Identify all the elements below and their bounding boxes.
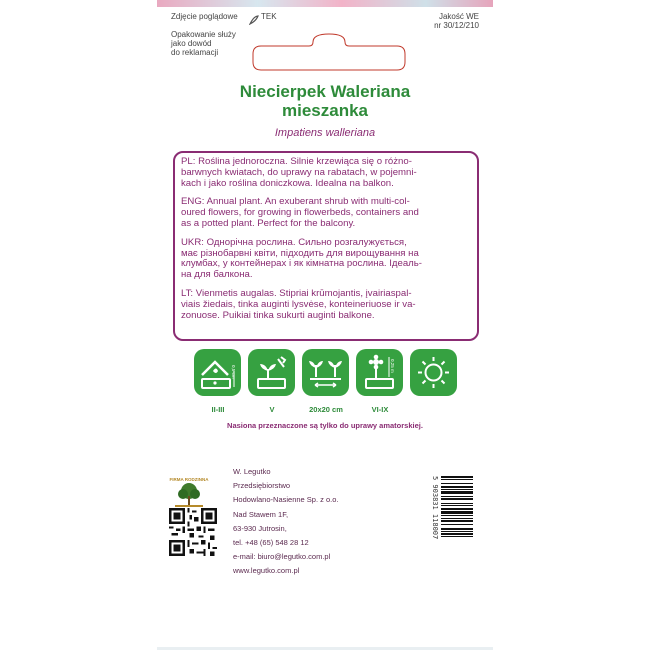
- amateur-use-note: Nasiona przeznaczone są tylko do uprawy amatorskiej.: [227, 421, 423, 430]
- text-line: barwnych kwiatach, do uprawy na rabatach, w pojemni-: [181, 166, 417, 178]
- text-line: UKR: Однорічна рослина. Сильно розгалужується,: [181, 236, 407, 248]
- text-line: LT: Vienmetis augalas. Stipriai krūmojantis, įvairiaspal-: [181, 287, 412, 299]
- spacing-icon: [302, 349, 349, 396]
- contact-email: e-mail: biuro@legutko.com.pl: [233, 552, 331, 562]
- barcode-bar: [441, 518, 473, 519]
- complaint-line-2: jako dowód: [171, 39, 212, 48]
- sun-icon: [410, 349, 457, 396]
- description-en: [181, 197, 471, 229]
- contact-city: 63-930 Jutrosin,: [233, 523, 287, 533]
- planting-label: V: [269, 405, 275, 414]
- barcode-bar: [441, 483, 473, 484]
- qr-code: [169, 508, 217, 556]
- company-contact: [233, 465, 338, 579]
- barcode-bar: [441, 505, 473, 506]
- complaint-line-3: do reklamacji: [171, 48, 219, 57]
- barcode-bar: [441, 508, 473, 510]
- barcode-bar: [441, 479, 473, 480]
- description-lt: [181, 289, 471, 321]
- description-uk: [181, 238, 471, 281]
- text-line: PL: Roślina jednoroczna. Silnie krzewiąca się o różno-: [181, 156, 412, 167]
- height-mark: 0,25 m: [390, 359, 395, 373]
- barcode-bar: [441, 496, 473, 497]
- barcode-bar: [441, 503, 473, 504]
- barcode-digits: 5 903831 118007: [431, 476, 439, 540]
- contact-line: Przedsiębiorstwo: [233, 481, 291, 491]
- description-box: [173, 151, 479, 341]
- family-company-logo: [169, 474, 209, 508]
- preview-label: Zdjęcie poglądowe: [171, 12, 238, 21]
- barcode-bar: [441, 528, 473, 530]
- growing-icons-row: [194, 349, 464, 397]
- product-title-line-2: mieszanka: [282, 101, 368, 120]
- seed-packet-back: [157, 0, 493, 650]
- quality-line-1: Jakość WE: [438, 12, 479, 21]
- barcode-bar: [441, 486, 473, 488]
- barcode-bar: [441, 536, 473, 537]
- quality-line-2: nr 30/12/210: [434, 21, 479, 30]
- text-line: oured flowers, for growing in flowerbeds, containers and: [181, 207, 419, 219]
- barcode-bar: [441, 520, 473, 522]
- barcode-bar: [441, 489, 473, 490]
- barcode-bar: [441, 491, 473, 494]
- barcode-bar: [441, 476, 473, 478]
- contact-company-name: W. Legutko: [233, 467, 271, 476]
- product-title: [157, 82, 493, 120]
- text-line: клумбах, у контейнерах і як кімнатна рослина. Ідеаль-: [181, 258, 422, 270]
- text-line: viais žiedais, tinka auginti lysvėse, konteineriuose ir va-: [181, 298, 416, 310]
- product-title-line-1: Niecierpek Waleriana: [239, 82, 411, 101]
- brand-short: TEK: [261, 12, 277, 21]
- spacing-label: 20x20 cm: [309, 405, 343, 414]
- sowing-label: II-III: [211, 405, 225, 414]
- text-line: має різнобарвні квіти, підходить для вирощування на: [181, 247, 419, 259]
- contact-website: www.legutko.com.pl: [233, 566, 300, 576]
- planting-icon: [248, 349, 295, 396]
- flowering-icon: [356, 349, 403, 396]
- barcode: [441, 476, 473, 558]
- contact-phone: tel. +48 (65) 548 28 12: [233, 538, 309, 548]
- contact-street: Nad Stawem 1F,: [233, 509, 289, 519]
- barcode-bar: [441, 524, 473, 525]
- barcode-bar: [441, 511, 473, 514]
- barcode-bar: [441, 515, 473, 516]
- hang-hole-outline: [249, 30, 409, 74]
- flowering-label: VI-IX: [371, 405, 389, 414]
- contact-line: Hodowlano-Nasienne Sp. z o.o.: [233, 495, 339, 505]
- text-line: ENG: Annual plant. An exuberant shrub with multi-col-: [181, 196, 410, 208]
- logo-text: FIRMA RODZINNA: [169, 477, 209, 482]
- latin-name: Impatiens walleriana: [274, 127, 376, 139]
- text-line: на для балкона.: [181, 269, 253, 281]
- text-line: as a potted plant. Perfect for the balcony.: [181, 217, 356, 229]
- depth-mark: 0,5 cm: [231, 365, 236, 379]
- barcode-bar: [441, 498, 473, 500]
- sowing-icon: [194, 349, 241, 396]
- description-pl: [181, 157, 471, 189]
- barcode-bar: [441, 533, 473, 535]
- barcode-bar: [441, 531, 473, 532]
- text-line: zonuose. Puikiai tinka sukurti auginti balkone.: [181, 309, 375, 321]
- text-line: kach i jako roślina doniczkowa. Idealna na balkon.: [181, 177, 394, 189]
- complaint-line-1: Opakowanie służy: [171, 30, 236, 39]
- brand-mark-icon: [249, 12, 259, 22]
